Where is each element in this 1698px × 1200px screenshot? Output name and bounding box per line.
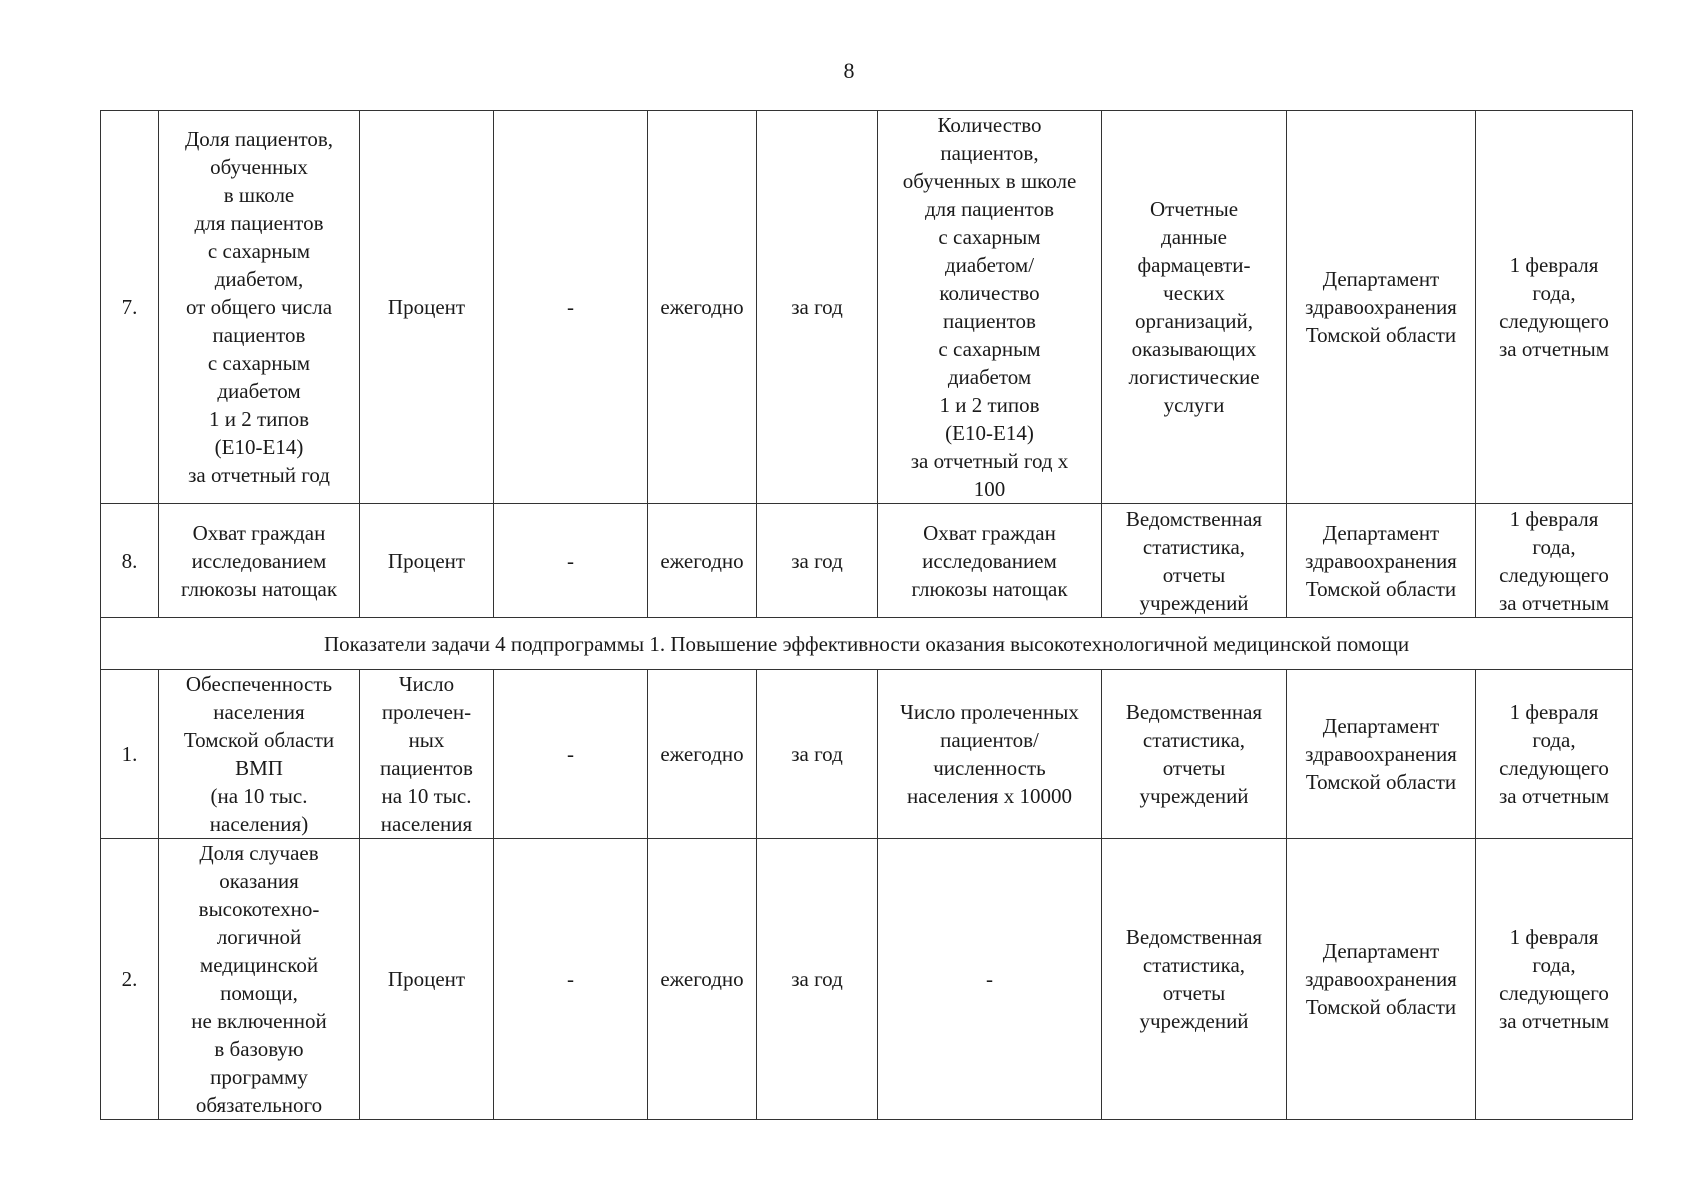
interval-cell: за год bbox=[757, 839, 878, 1120]
unit-cell: Процент bbox=[360, 504, 494, 618]
formula-cell: Число пролеченных пациентов/ численность населения х 10000 bbox=[878, 670, 1102, 839]
indicator-name: Обеспеченность населения Томской области ВМП (на 10 тыс. населения) bbox=[159, 670, 360, 839]
indicator-name: Охват граждан исследованием глюкозы натощак bbox=[159, 504, 360, 618]
interval-cell: за год bbox=[757, 670, 878, 839]
section-title: Показатели задачи 4 подпрограммы 1. Повышение эффективности оказания высокотехнологичной медицинской помощи bbox=[101, 618, 1633, 670]
source-cell: Отчетные данные фармацевти- ческих организаций, оказывающих логистические услуги bbox=[1102, 111, 1287, 504]
indicator-name: Доля пациентов, обученных в школе для пациентов с сахарным диабетом, от общего числа пациентов с сахарным диабетом 1 и 2 типов (Е10-Е14) за отчетный год bbox=[159, 111, 360, 504]
source-cell: Ведомственная статистика, отчеты учреждений bbox=[1102, 839, 1287, 1120]
indicator-name: Доля случаев оказания высокотехно- логичной медицинской помощи, не включенной в базовую программу обязательного bbox=[159, 839, 360, 1120]
table-row bbox=[101, 839, 1633, 1120]
row-number: 2. bbox=[101, 839, 159, 1120]
dash-cell: - bbox=[494, 670, 648, 839]
periodicity-cell: ежегодно bbox=[648, 670, 757, 839]
periodicity-cell: ежегодно bbox=[648, 839, 757, 1120]
periodicity-cell: ежегодно bbox=[648, 504, 757, 618]
row-number: 8. bbox=[101, 504, 159, 618]
table-row bbox=[101, 111, 1633, 504]
formula-cell: Количество пациентов, обученных в школе для пациентов с сахарным диабетом/ количество пациентов с сахарным диабетом 1 и 2 типов (Е10-Е14) за отчетный год х 100 bbox=[878, 111, 1102, 504]
responsible-cell: Департамент здравоохранения Томской области bbox=[1287, 111, 1476, 504]
indicators-table bbox=[100, 110, 1633, 1120]
source-cell: Ведомственная статистика, отчеты учреждений bbox=[1102, 504, 1287, 618]
page-number: 8 bbox=[843, 58, 855, 83]
section-row bbox=[101, 618, 1633, 670]
formula-cell: - bbox=[878, 839, 1102, 1120]
interval-cell: за год bbox=[757, 111, 878, 504]
responsible-cell: Департамент здравоохранения Томской области bbox=[1287, 504, 1476, 618]
source-cell: Ведомственная статистика, отчеты учреждений bbox=[1102, 670, 1287, 839]
table-row bbox=[101, 670, 1633, 839]
dash-cell: - bbox=[494, 839, 648, 1120]
interval-cell: за год bbox=[757, 504, 878, 618]
dash-cell: - bbox=[494, 504, 648, 618]
unit-cell: Число пролечен- ных пациентов на 10 тыс. населения bbox=[360, 670, 494, 839]
dash-cell: - bbox=[494, 111, 648, 504]
deadline-cell: 1 февраля года, следующего за отчетным bbox=[1476, 504, 1633, 618]
table-row bbox=[101, 504, 1633, 618]
row-number: 1. bbox=[101, 670, 159, 839]
unit-cell: Процент bbox=[360, 839, 494, 1120]
responsible-cell: Департамент здравоохранения Томской области bbox=[1287, 839, 1476, 1120]
row-number: 7. bbox=[101, 111, 159, 504]
deadline-cell: 1 февраля года, следующего за отчетным bbox=[1476, 670, 1633, 839]
periodicity-cell: ежегодно bbox=[648, 111, 757, 504]
unit-cell: Процент bbox=[360, 111, 494, 504]
deadline-cell: 1 февраля года, следующего за отчетным bbox=[1476, 111, 1633, 504]
formula-cell: Охват граждан исследованием глюкозы натощак bbox=[878, 504, 1102, 618]
responsible-cell: Департамент здравоохранения Томской области bbox=[1287, 670, 1476, 839]
deadline-cell: 1 февраля года, следующего за отчетным bbox=[1476, 839, 1633, 1120]
